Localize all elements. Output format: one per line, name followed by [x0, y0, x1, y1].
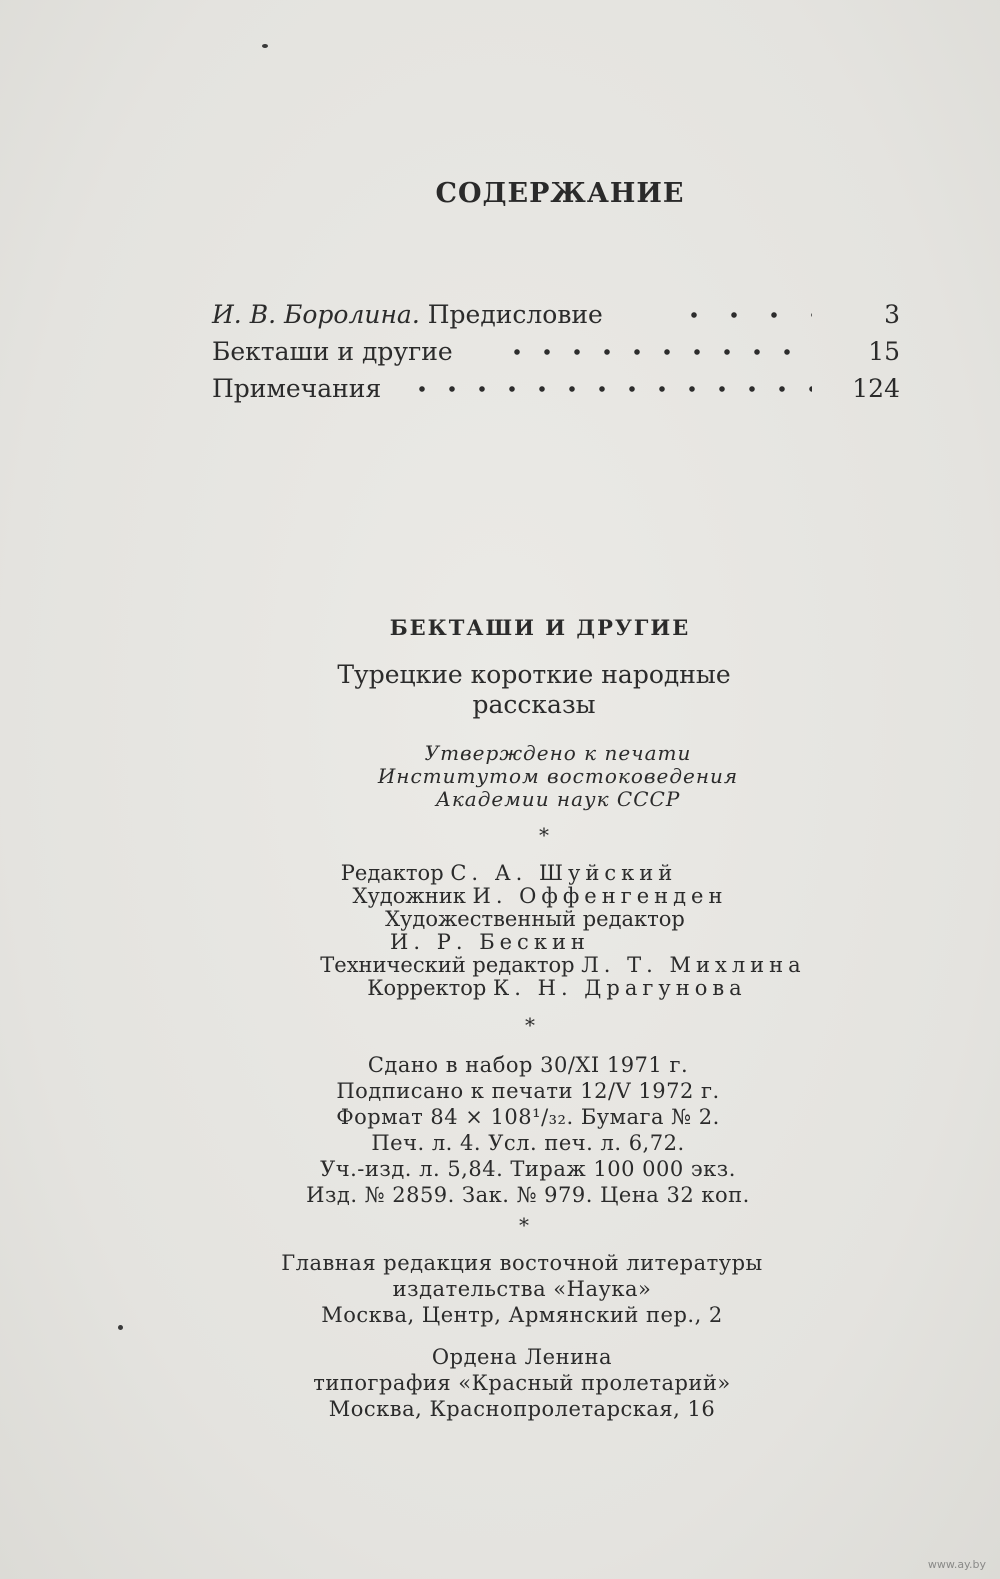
- credits: [40, 862, 1000, 1000]
- toc-entry-title: Бекташи и другие: [212, 337, 453, 366]
- credit-line: Художник И. Оффенгенден: [352, 884, 728, 908]
- book-subtitle: Турецкие короткие народные рассказы: [337, 660, 731, 719]
- printer-block: Ордена Ленина типография «Красный пролетарий» Москва, Краснопролетарская, 16: [313, 1345, 731, 1421]
- publisher-block: Главная редакция восточной литературы издательства «Наука» Москва, Центр, Армянский пер., 2: [281, 1251, 763, 1327]
- book-title: БЕКТАШИ И ДРУГИЕ: [389, 615, 691, 640]
- contents-heading: СОДЕРЖАНИЕ: [435, 178, 685, 209]
- approval-note: Утверждено к печати Институтом востоковедения Академии наук СССР: [377, 741, 739, 811]
- leader-dots: [674, 312, 812, 318]
- credit-line: И. Р. Бескин: [390, 930, 590, 954]
- leader-dots: [502, 349, 812, 355]
- toc-entry-title: Предисловие: [427, 300, 603, 329]
- toc-entry-page: 15: [868, 337, 900, 366]
- credit-line: Художественный редактор: [385, 907, 685, 931]
- separator-asterisk: *: [539, 823, 549, 847]
- table-of-contents: [212, 296, 900, 407]
- ink-speck: [262, 44, 268, 48]
- toc-entry-title: Примечания: [212, 374, 382, 403]
- credit-line: Редактор С. А. Шуйский: [340, 861, 678, 885]
- separator-asterisk: *: [519, 1213, 529, 1237]
- watermark: www.ay.by: [927, 1558, 986, 1571]
- credit-line: Технический редактор Л. Т. Михлина: [320, 953, 806, 977]
- toc-entry-page: 124: [852, 374, 900, 403]
- separator-asterisk: *: [525, 1013, 535, 1037]
- print-details: Сдано в набор 30/XI 1971 г. Подписано к печати 12/V 1972 г. Формат 84 × 108¹/₃₂. Бумага № 2. Печ. л. 4. Усл. печ. л. 6,72. Уч.-изд. л. 5,84. Тираж 100 000 экз. Изд. № 2859. Зак. № 979. Цена 32 коп.: [306, 1053, 750, 1207]
- toc-entry-page: 3: [884, 300, 900, 329]
- toc-entry: [212, 370, 900, 407]
- leader-dots: [407, 386, 812, 392]
- toc-entry: [212, 333, 900, 370]
- toc-entry: [212, 296, 900, 333]
- toc-entry-author: И. В. Боролина.: [212, 300, 420, 329]
- credit-line: Корректор К. Н. Драгунова: [367, 976, 747, 1000]
